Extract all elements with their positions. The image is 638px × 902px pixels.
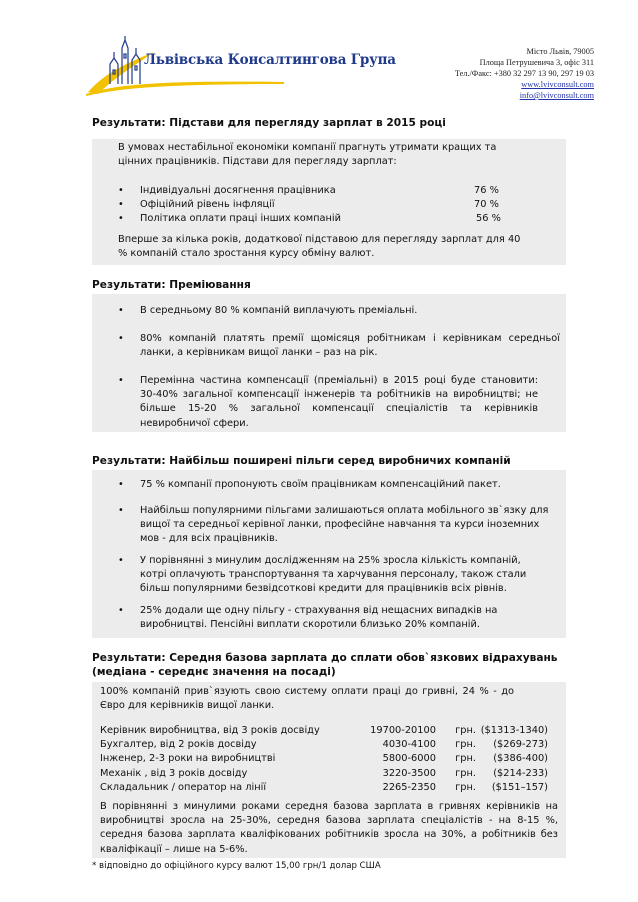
usd-cell: ($1313-1340) — [480, 725, 548, 736]
position-cell: Бухгалтер, від 2 років досвіду — [100, 739, 257, 751]
usd-cell: ($214-233) — [493, 767, 548, 779]
unit-cell: грн. — [455, 753, 476, 765]
bonuses-box — [92, 294, 566, 432]
bullet-icon: • — [118, 505, 124, 516]
salary-review-box — [92, 139, 566, 265]
item-text: Перемінна частина компенсації (преміальні) в 2015 році буде становити: 30-40% загальної компенсації інженерів та робітників на виробництві; не більше 15-20 % загальної компенсації спеціалістів та керівників невиробничої сфери. — [140, 375, 538, 429]
position-cell: Керівник виробництва, від 3 років досвіду — [100, 725, 320, 736]
page-header — [0, 0, 638, 110]
section-title-benefits: Результати: Найбільш поширені пільги серед виробничих компаній — [92, 455, 511, 467]
item-label: Політика оплати праці інших компаній — [140, 213, 342, 224]
contact-block — [455, 46, 594, 101]
position-cell: Складальник / оператор на лінії — [100, 781, 267, 793]
item-text: 80% компаній платять премії щомісяця робітникам і керівникам середньої ланки, а керівникам вищої ланки – раз на рік. — [140, 333, 560, 359]
range-cell: 19700-20100 — [370, 725, 436, 736]
section-title-salary-review: Результати: Підстави для перегляду зарплат в 2015 році — [92, 117, 446, 129]
salary-review-intro: В умовах нестабільної економіки компанії прагнуть утримати кращих та цінних працівників. Підстави для перегляду зарплат: — [118, 142, 497, 168]
base-salary-intro: 100% компаній прив`язують свою систему оплати праці до гривні, 24 % - до Євро для керівників вищої ланки. — [100, 686, 514, 712]
item-text: 75 % компанії пропонують своїм працівникам компенсаційний пакет. — [140, 479, 501, 490]
company-name: Львівська Консалтингова Група — [144, 52, 396, 68]
table-row — [100, 781, 548, 795]
base-salary-box — [92, 682, 566, 858]
bullet-icon: • — [118, 185, 124, 196]
table-row — [100, 738, 548, 752]
item-text: 25% додали ще одну пільгу - страхування від нещасних випадків на виробництві. Пенсійні виплати скоротили близько 20% компаній. — [140, 605, 498, 631]
section-title-base-salary — [92, 651, 558, 679]
item-text: Найбільш популярними пільгами залишаються оплата мобільного зв`язку для вищої та середньої керівної ланки, професійне навчання та курси іноземних мов - для всіх працівників. — [140, 505, 549, 545]
benefits-box — [92, 470, 566, 638]
table-row — [100, 724, 548, 738]
item-label: Офіційний рівень інфляції — [140, 199, 275, 210]
item-value: 56 % — [476, 213, 501, 224]
bullet-icon: • — [118, 199, 124, 210]
unit-cell: грн. — [455, 767, 476, 779]
website-link[interactable]: www.lvivconsult.com — [521, 80, 594, 89]
bullet-icon: • — [118, 213, 124, 224]
list-item — [92, 478, 556, 492]
list-item — [92, 184, 566, 198]
usd-cell: ($151–157) — [491, 781, 548, 793]
item-value: 70 % — [474, 199, 499, 210]
salary-review-list — [92, 184, 566, 226]
unit-cell: грн. — [455, 739, 476, 751]
bullet-icon: • — [118, 479, 124, 490]
range-cell: 2265-2350 — [382, 781, 436, 793]
range-cell: 3220-3500 — [382, 767, 436, 779]
section-title-bonuses: Результати: Преміювання — [92, 279, 251, 291]
list-item — [92, 332, 560, 360]
list-item — [92, 374, 538, 431]
list-item — [92, 604, 556, 632]
email-link[interactable]: info@lvivconsult.com — [519, 91, 594, 100]
bullet-icon: • — [118, 605, 124, 616]
table-row — [100, 752, 548, 766]
contact-phone: Тел./Факс: +380 32 297 13 90, 297 19 03 — [454, 69, 594, 78]
contact-city: Місто Львів, 79005 — [526, 47, 594, 56]
list-item — [92, 212, 566, 226]
usd-cell: ($386-400) — [493, 753, 548, 765]
usd-cell: ($269-273) — [493, 739, 548, 751]
range-cell: 4030-4100 — [382, 739, 436, 751]
unit-cell: грн. — [455, 725, 476, 736]
list-item — [92, 504, 552, 547]
bullet-icon: • — [118, 305, 124, 316]
bullet-icon: • — [118, 555, 124, 566]
list-item — [92, 198, 566, 212]
section-subtitle: (медіана - середнє значення на посаді) — [92, 666, 336, 678]
position-cell: Інженер, 2-3 роки на виробництві — [100, 753, 276, 765]
item-text: У порівнянні з минулим дослідженням на 25% зросла кількість компаній, котрі оплачують транспортування та харчування персоналу, також стали більш популярними безвідсоткові кредити для працівників всіх рівнів. — [140, 555, 527, 595]
unit-cell: грн. — [455, 781, 476, 793]
list-item — [92, 304, 556, 318]
list-item — [92, 554, 532, 597]
table-row — [100, 767, 548, 781]
bullet-icon: • — [118, 375, 124, 386]
footnote: * відповідно до офіційного курсу валют 15,00 грн/1 долар США — [92, 861, 381, 871]
range-cell: 5800-6000 — [382, 753, 436, 765]
item-value: 76 % — [474, 185, 499, 196]
item-label: Індивідуальні досягнення працівника — [140, 185, 336, 196]
item-text: В середньому 80 % компаній виплачують преміальні. — [140, 305, 418, 316]
salary-review-outro: Вперше за кілька років, додаткової підставою для перегляду зарплат для 40 % компаній стало зростання курсу обміну валют. — [118, 234, 521, 260]
position-cell: Механік , від 3 років досвіду — [100, 767, 248, 779]
salary-table — [100, 724, 548, 795]
contact-address: Площа Петрушевича 3, офіс 311 — [479, 58, 594, 67]
section-title-line: Результати: Середня базова зарплата до сплати обов`язкових відрахувань — [92, 652, 558, 664]
bullet-icon: • — [118, 333, 124, 344]
base-salary-outro: В порівнянні з минулими роками середня базова зарплата в гривнях керівників на виробництві зросла на 25-30%, середня базова зарплата спеціалістів - на 8-15 %, середня базова зарплата кваліфікованих робітників зросла на 30%, а робітників без кваліфікації – лише на 5-6%. — [100, 801, 558, 855]
